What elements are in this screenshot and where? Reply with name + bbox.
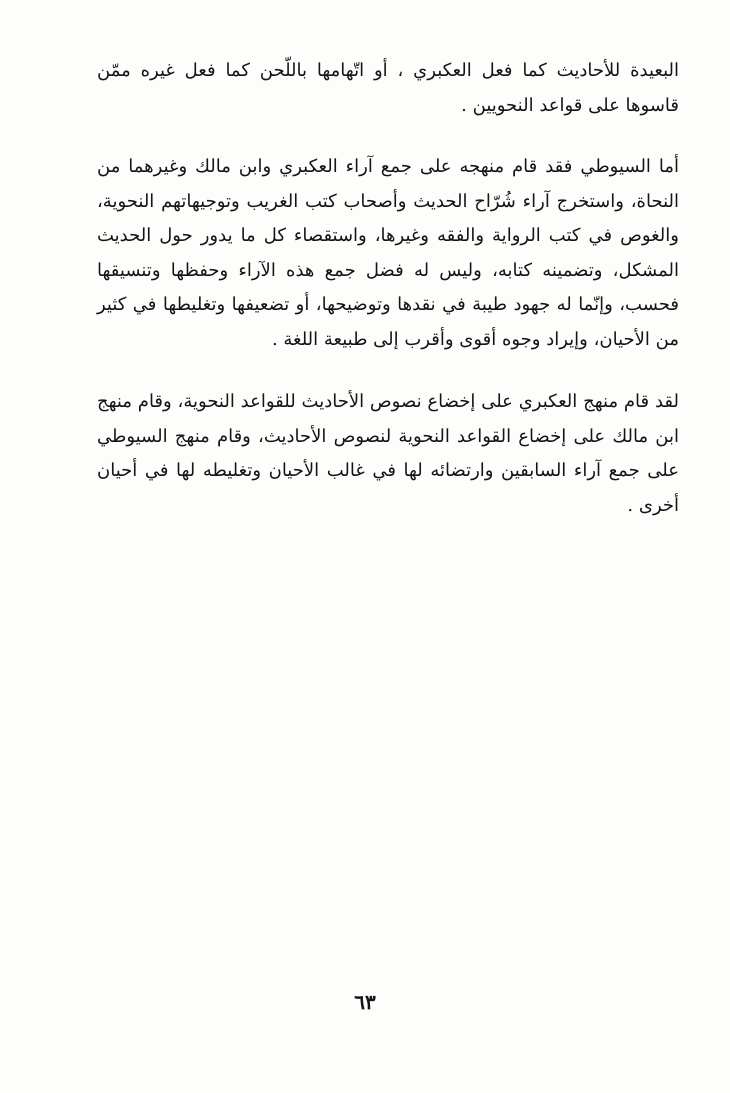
paragraph-3: لقد قام منهج العكبري على إخضاع نصوص الأحاديث للقواعد النحوية، وقام منهج ابن مالك على إخضاع القواعد النحوية لنصوص الأحاديث، وقام منهج السيوطي على جمع آراء السابقين وارتضائه لها في غالب الأحيان وتغليطه لها في أحيان أخرى . (97, 391, 679, 516)
paragraph-1: البعيدة للأحاديث كما فعل العكبري ، أو اتّهامها باللّحن كما فعل غيره ممّن قاسوها على قواعد النحويين . (97, 60, 679, 116)
paragraph-2: أما السيوطي فقد قام منهجه على جمع آراء العكبري وابن مالك وغيرهما من النحاة، واستخرج آراء شُرّاح الحديث وأصحاب كتب الغريب وتوجيهاتهم النحوية، والغوص في كتب الرواية والفقه وغيرها، واستقصاء كل ما يدور حول الحديث المشكل، وتضمينه كتابه، وليس له فضل جمع هذه الآراء وحفظها وتنسيقها فحسب، وإنّما له جهود طيبة في نقدها وتوضيحها، أو تضعيفها وتغليطها في كثير من الأحيان، وإيراد وجوه أقوى وأقرب إلى طبيعة اللغة . (97, 156, 679, 350)
page-number: ٦٣ (354, 990, 376, 1014)
